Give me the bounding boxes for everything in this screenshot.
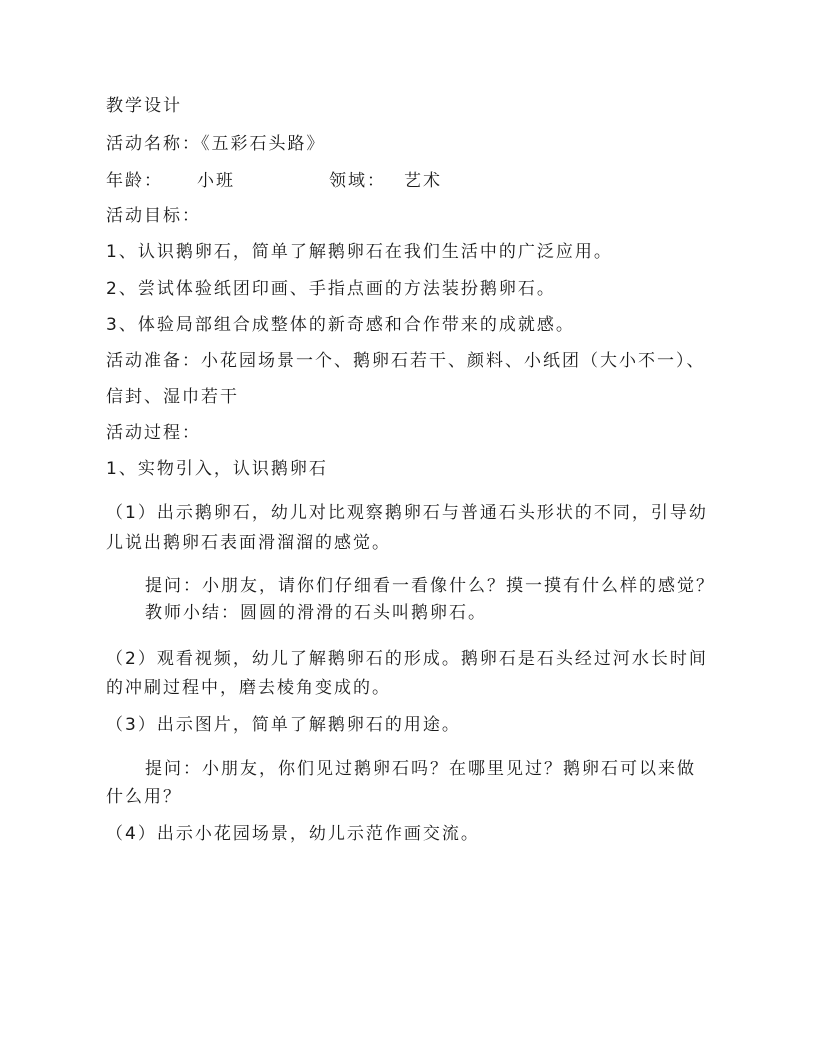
sub-step-2-line: （2）观看视频，幼儿了解鹅卵石的形成。鹅卵石是石头经过河水长时间 <box>106 649 708 669</box>
domain-value: 艺术 <box>404 171 442 191</box>
sub-step-3-question-line: 什么用？ <box>106 787 182 807</box>
goal-item: 1、认识鹅卵石，简单了解鹅卵石在我们生活中的广泛应用。 <box>106 242 613 262</box>
document-title: 教学设计 <box>106 96 182 116</box>
age-label: 年龄： <box>106 171 163 191</box>
preparation-line: 信封、湿巾若干 <box>106 387 239 407</box>
process-heading: 活动过程： <box>106 423 201 443</box>
age-domain-row <box>0 170 816 192</box>
activity-name: 活动名称：《五彩石头路》 <box>106 134 326 154</box>
goals-heading: 活动目标： <box>106 206 201 226</box>
sub-step-1-question: 提问：小朋友，请你们仔细看一看像什么？摸一摸有什么样的感觉？ <box>145 576 715 596</box>
sub-step-2-line: 的冲刷过程中，磨去棱角变成的。 <box>106 678 391 698</box>
sub-step-3-question-line: 提问：小朋友，你们见过鹅卵石吗？在哪里见过？鹅卵石可以来做 <box>145 759 696 779</box>
sub-step-3: （3）出示图片，简单了解鹅卵石的用途。 <box>106 715 461 735</box>
sub-step-1-line: 儿说出鹅卵石表面滑溜溜的感觉。 <box>106 533 391 553</box>
sub-step-1-line: （1）出示鹅卵石，幼儿对比观察鹅卵石与普通石头形状的不同，引导幼 <box>106 503 708 523</box>
domain-label: 领域： <box>329 171 386 191</box>
sub-step-1-summary: 教师小结：圆圆的滑滑的石头叫鹅卵石。 <box>145 603 487 623</box>
sub-step-4: （4）出示小花园场景，幼儿示范作画交流。 <box>106 824 480 844</box>
goal-item: 2、尝试体验纸团印画、手指点画的方法装扮鹅卵石。 <box>106 279 556 299</box>
step1-heading: 1、实物引入，认识鹅卵石 <box>106 459 328 479</box>
age-value: 小班 <box>197 171 235 191</box>
goal-item: 3、体验局部组合成整体的新奇感和合作带来的成就感。 <box>106 315 575 335</box>
preparation-line: 活动准备：小花园场景一个、鹅卵石若干、颜料、小纸团（大小不一）、 <box>106 351 706 371</box>
